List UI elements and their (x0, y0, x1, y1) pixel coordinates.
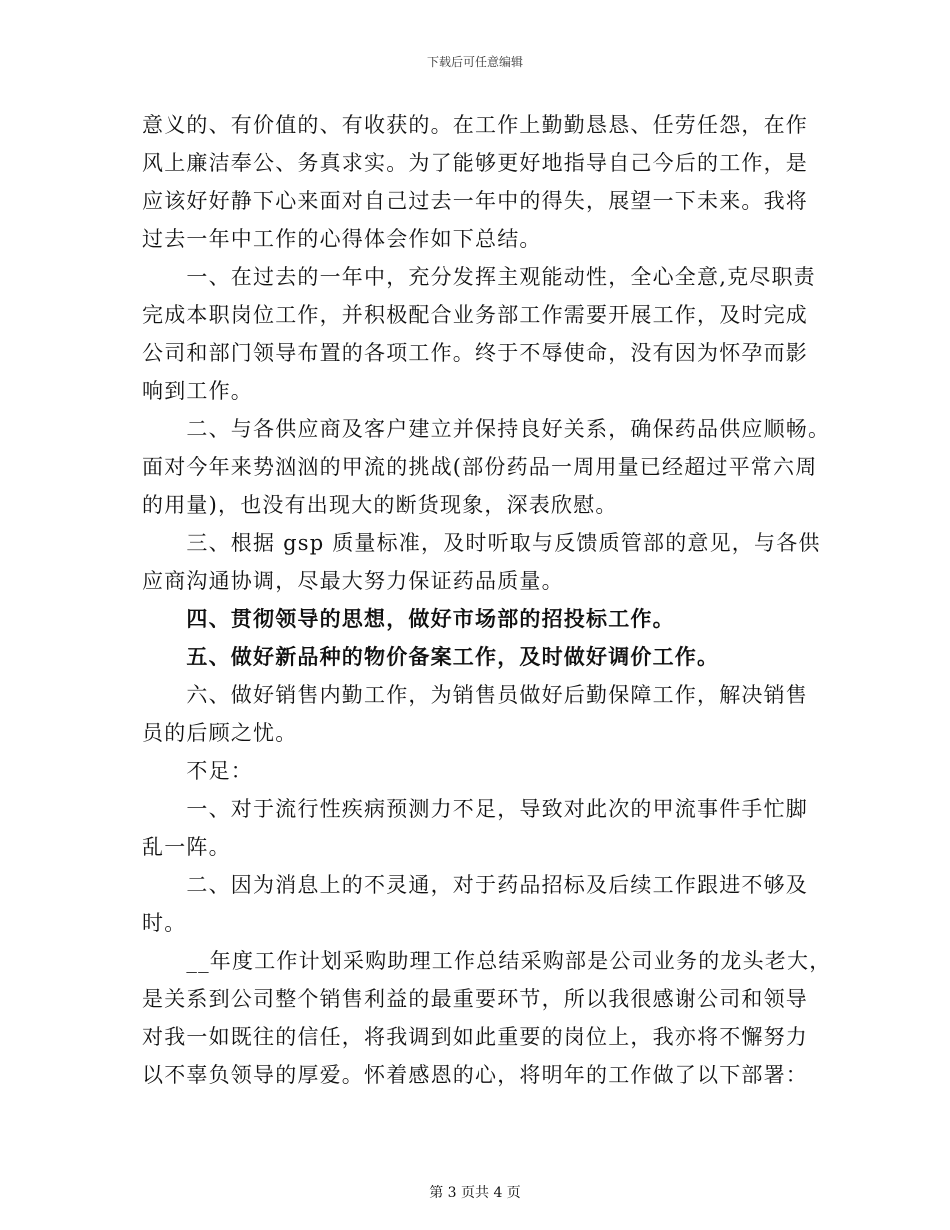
text-line: 一、对于流行性疾病预测力不足，导致对此次的甲流事件手忙脚 (142, 797, 808, 821)
text-line: 应该好好静下心来面对自己过去一年中的得失，展望一下未来。我将 (142, 189, 808, 213)
text-line: 六、做好销售内勤工作，为销售员做好后勤保障工作，解决销售 (142, 683, 808, 707)
document-body (142, 106, 832, 1094)
text-line: 意义的、有价值的、有收获的。在工作上勤勤恳恳、任劳任怨，在作 (142, 113, 808, 137)
text-line: __年度工作计划采购助理工作总结采购部是公司业务的龙头老大， (142, 949, 832, 973)
text-line: 过去一年中工作的心得体会作如下总结。 (142, 227, 542, 251)
text-line: 不足： (142, 759, 253, 783)
page-footer: 第 3 页共 4 页 (429, 1185, 521, 1201)
text-line: 响到工作。 (142, 379, 253, 403)
text-line: 二、因为消息上的不灵通，对于药品招标及后续工作跟进不够及 (142, 873, 808, 897)
text-line: 完成本职岗位工作，并积极配合业务部工作需要开展工作，及时完成 (142, 303, 808, 327)
text-line: 三、根据 gsp 质量标准，及时听取与反馈质管部的意见，与各供 (142, 531, 821, 555)
text-line: 五、做好新品种的物价备案工作，及时做好调价工作。 (142, 644, 720, 669)
text-line: 风上廉洁奉公、务真求实。为了能够更好地指导自己今后的工作，是 (142, 151, 808, 175)
page-header: 下载后可任意编辑 (426, 55, 523, 69)
text-line: 员的后顾之忧。 (142, 721, 298, 745)
text-line: 面对今年来势汹汹的甲流的挑战(部份药品一周用量已经超过平常六周 (142, 455, 818, 479)
text-line: 一、在过去的一年中，充分发挥主观能动性，全心全意,克尽职责 (142, 265, 816, 289)
text-line: 四、贯彻领导的思想，做好市场部的招投标工作。 (142, 606, 675, 631)
text-line: 公司和部门领导布置的各项工作。终于不辱使命，没有因为怀孕而影 (142, 341, 808, 365)
text-line: 是关系到公司整个销售利益的最重要环节，所以我很感谢公司和领导 (142, 987, 808, 1011)
text-line: 二、与各供应商及客户建立并保持良好关系，确保药品供应顺畅。 (142, 417, 831, 441)
text-line: 的用量)，也没有出现大的断货现象，深表欣慰。 (142, 493, 618, 517)
text-line: 乱一阵。 (142, 835, 231, 859)
text-line: 以不辜负领导的厚爱。怀着感恩的心，将明年的工作做了以下部署： (142, 1063, 808, 1087)
text-line: 对我一如既往的信任，将我调到如此重要的岗位上，我亦将不懈努力 (142, 1025, 808, 1049)
text-line: 应商沟通协调，尽最大努力保证药品质量。 (142, 569, 564, 593)
text-line: 时。 (142, 911, 187, 935)
